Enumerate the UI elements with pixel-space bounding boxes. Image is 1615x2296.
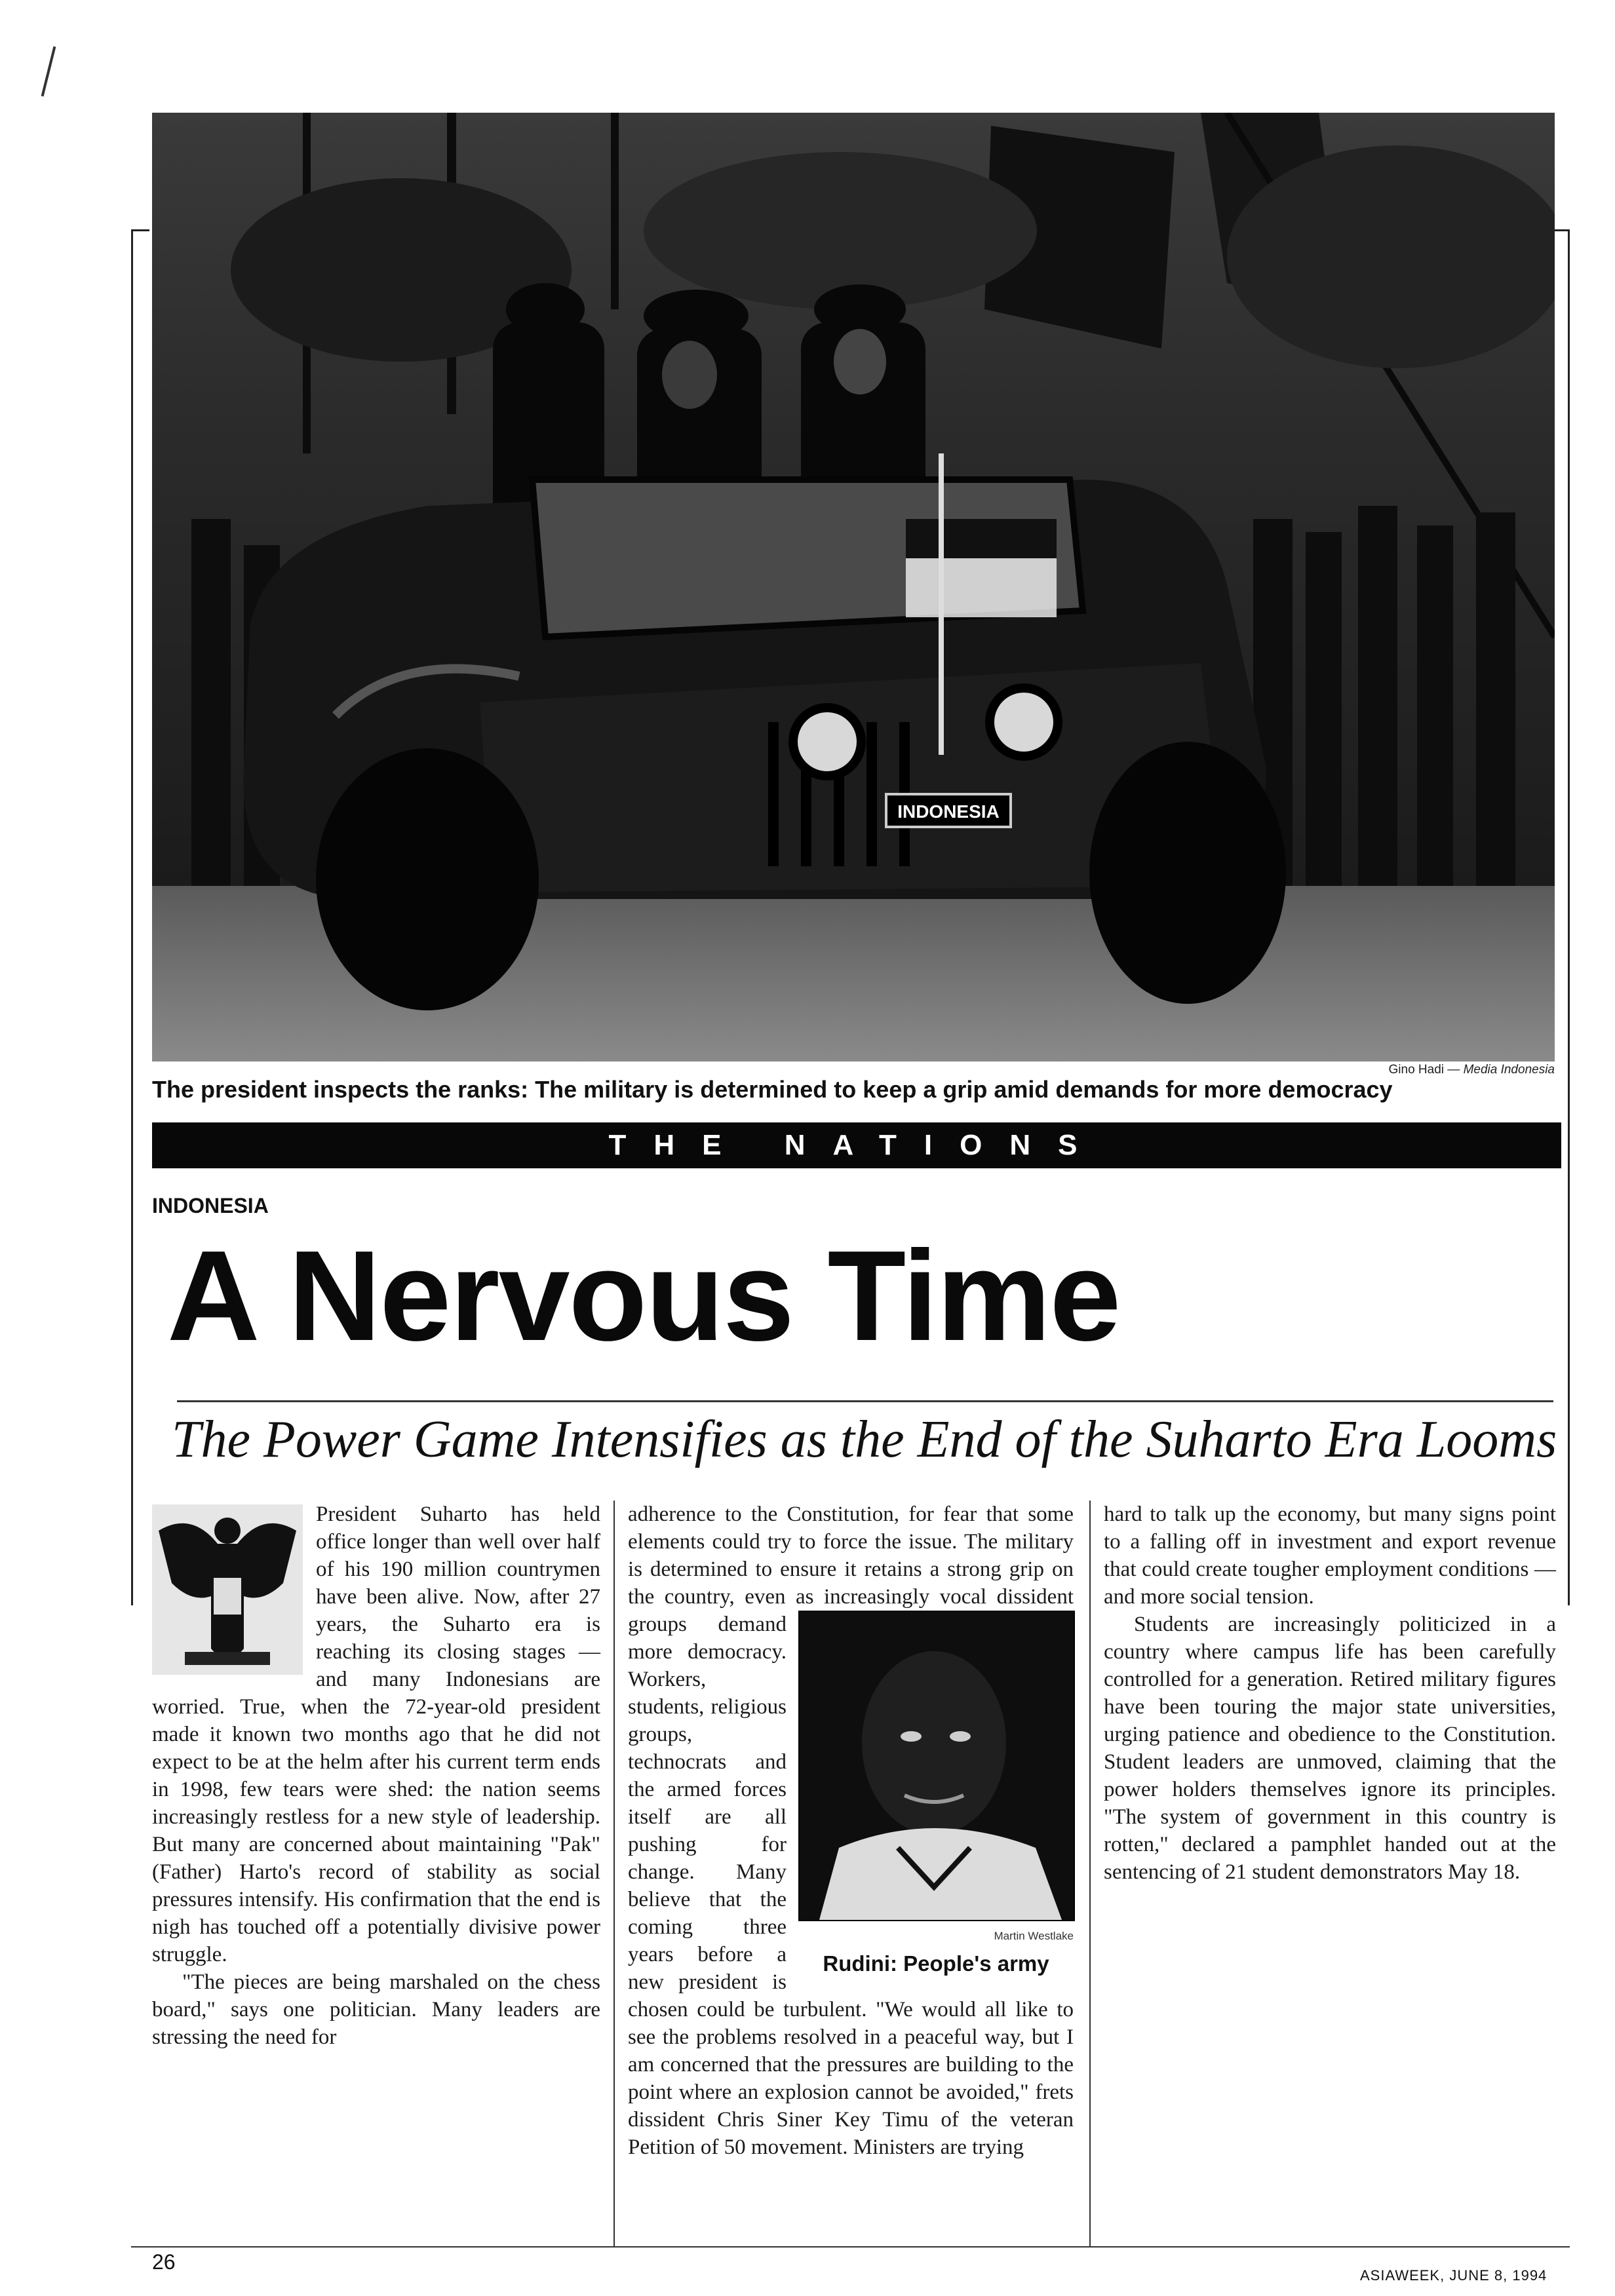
article-column-1 (152, 1501, 600, 2051)
headline: A Nervous Time (167, 1224, 1120, 1368)
portrait-photo (798, 1611, 1075, 1921)
col1-paragraph-1: President Suharto has held office longer than well over half of his 190 million countrymen have been alive. Now, after 27 years, the Suharto era is reaching its closing stages — and many Indonesians are worried. True, when the 72-year-old president made it known two months ago that he did not expect to be at the helm after his current term ends in 1998, few tears were shed: the nation seems increasingly restless for a new style of leadership. But many are concerned about maintaining "Pak" (Father) Harto's record of stability as social pressures intensify. His confirmation that the end is nigh has touched off a potentially divisive power struggle. (152, 1502, 600, 1966)
column-rule (613, 1501, 615, 2246)
issue-info: ASIAWEEK, JUNE 8, 1994 (1360, 2267, 1547, 2284)
license-plate: INDONESIA (897, 801, 1000, 822)
column-rule (1089, 1501, 1091, 2246)
portrait-caption: Rudini: People's army (823, 1951, 1049, 1976)
photo-caption: The president inspects the ranks: The military is determined to keep a grip amid demands for more democracy (152, 1076, 1393, 1103)
photo-credit-name: Gino Hadi (1388, 1063, 1444, 1077)
section-bar: THE NATIONS (152, 1122, 1561, 1168)
deck-rule (177, 1400, 1553, 1402)
page-number: 26 (152, 2250, 176, 2274)
hero-photo (152, 113, 1555, 1062)
frame-line-right (1568, 229, 1570, 1605)
col3-paragraph-2: Students are increasingly politicized in a country where campus life has been carefully controlled for a generation. Retired military figures have been touring the major state universities, urging patience and obedience to the Constitution. Student leaders are unmoved, claiming that the power holders themselves ignore its principles. "The system of government in this country is rotten," declared a pamphlet handed out at the sentencing of 21 student demonstrators May 18. (1104, 1613, 1556, 1884)
photo-credit-source: Media Indonesia (1463, 1063, 1555, 1077)
pencil-mark (41, 47, 56, 97)
deck: The Power Game Intensifies as the End of the Suharto Era Looms (172, 1411, 1557, 1468)
kicker: INDONESIA (152, 1194, 269, 1217)
photo-credit: Gino Hadi — Media Indonesia (1388, 1063, 1555, 1077)
col1-paragraph-2: "The pieces are being marshaled on the chess board," says one politician. Many leaders are stressing the need for (152, 1970, 600, 2049)
portrait-credit: Martin Westlake (994, 1930, 1074, 1942)
article-column-3 (1104, 1501, 1556, 1886)
garuda-emblem-icon (152, 1504, 303, 1675)
col3-paragraph-1: hard to talk up the economy, but many signs point to a falling off in investment and export revenue that could create tougher employment conditions — and more social tension. (1104, 1502, 1556, 1609)
bottom-rule (131, 2246, 1570, 2248)
article-column-2 (628, 1501, 1074, 2161)
frame-tick-left (131, 229, 149, 231)
frame-line-left (131, 229, 133, 1605)
col2-paragraph-1: adherence to the Constitution, for fear that some elements could try to force the issue. The military is determined to ensure it retains a strong grip on the country, even as increasingly vocal dissident groups demand more democracy. Workers, students, religious groups, technocrats and the armed forces itself are all pushing for change. Many believe that the coming three years before a new president is chosen could be turbulent. "We would all like to see the problems resolved in a peaceful way, but I am concerned that the pressures are building to the point where an explosion cannot be avoided," frets dissident Chris Siner Key Timu of the veteran Petition of 50 movement. Ministers are trying (628, 1502, 1074, 2159)
portrait-box (798, 1611, 1074, 1978)
